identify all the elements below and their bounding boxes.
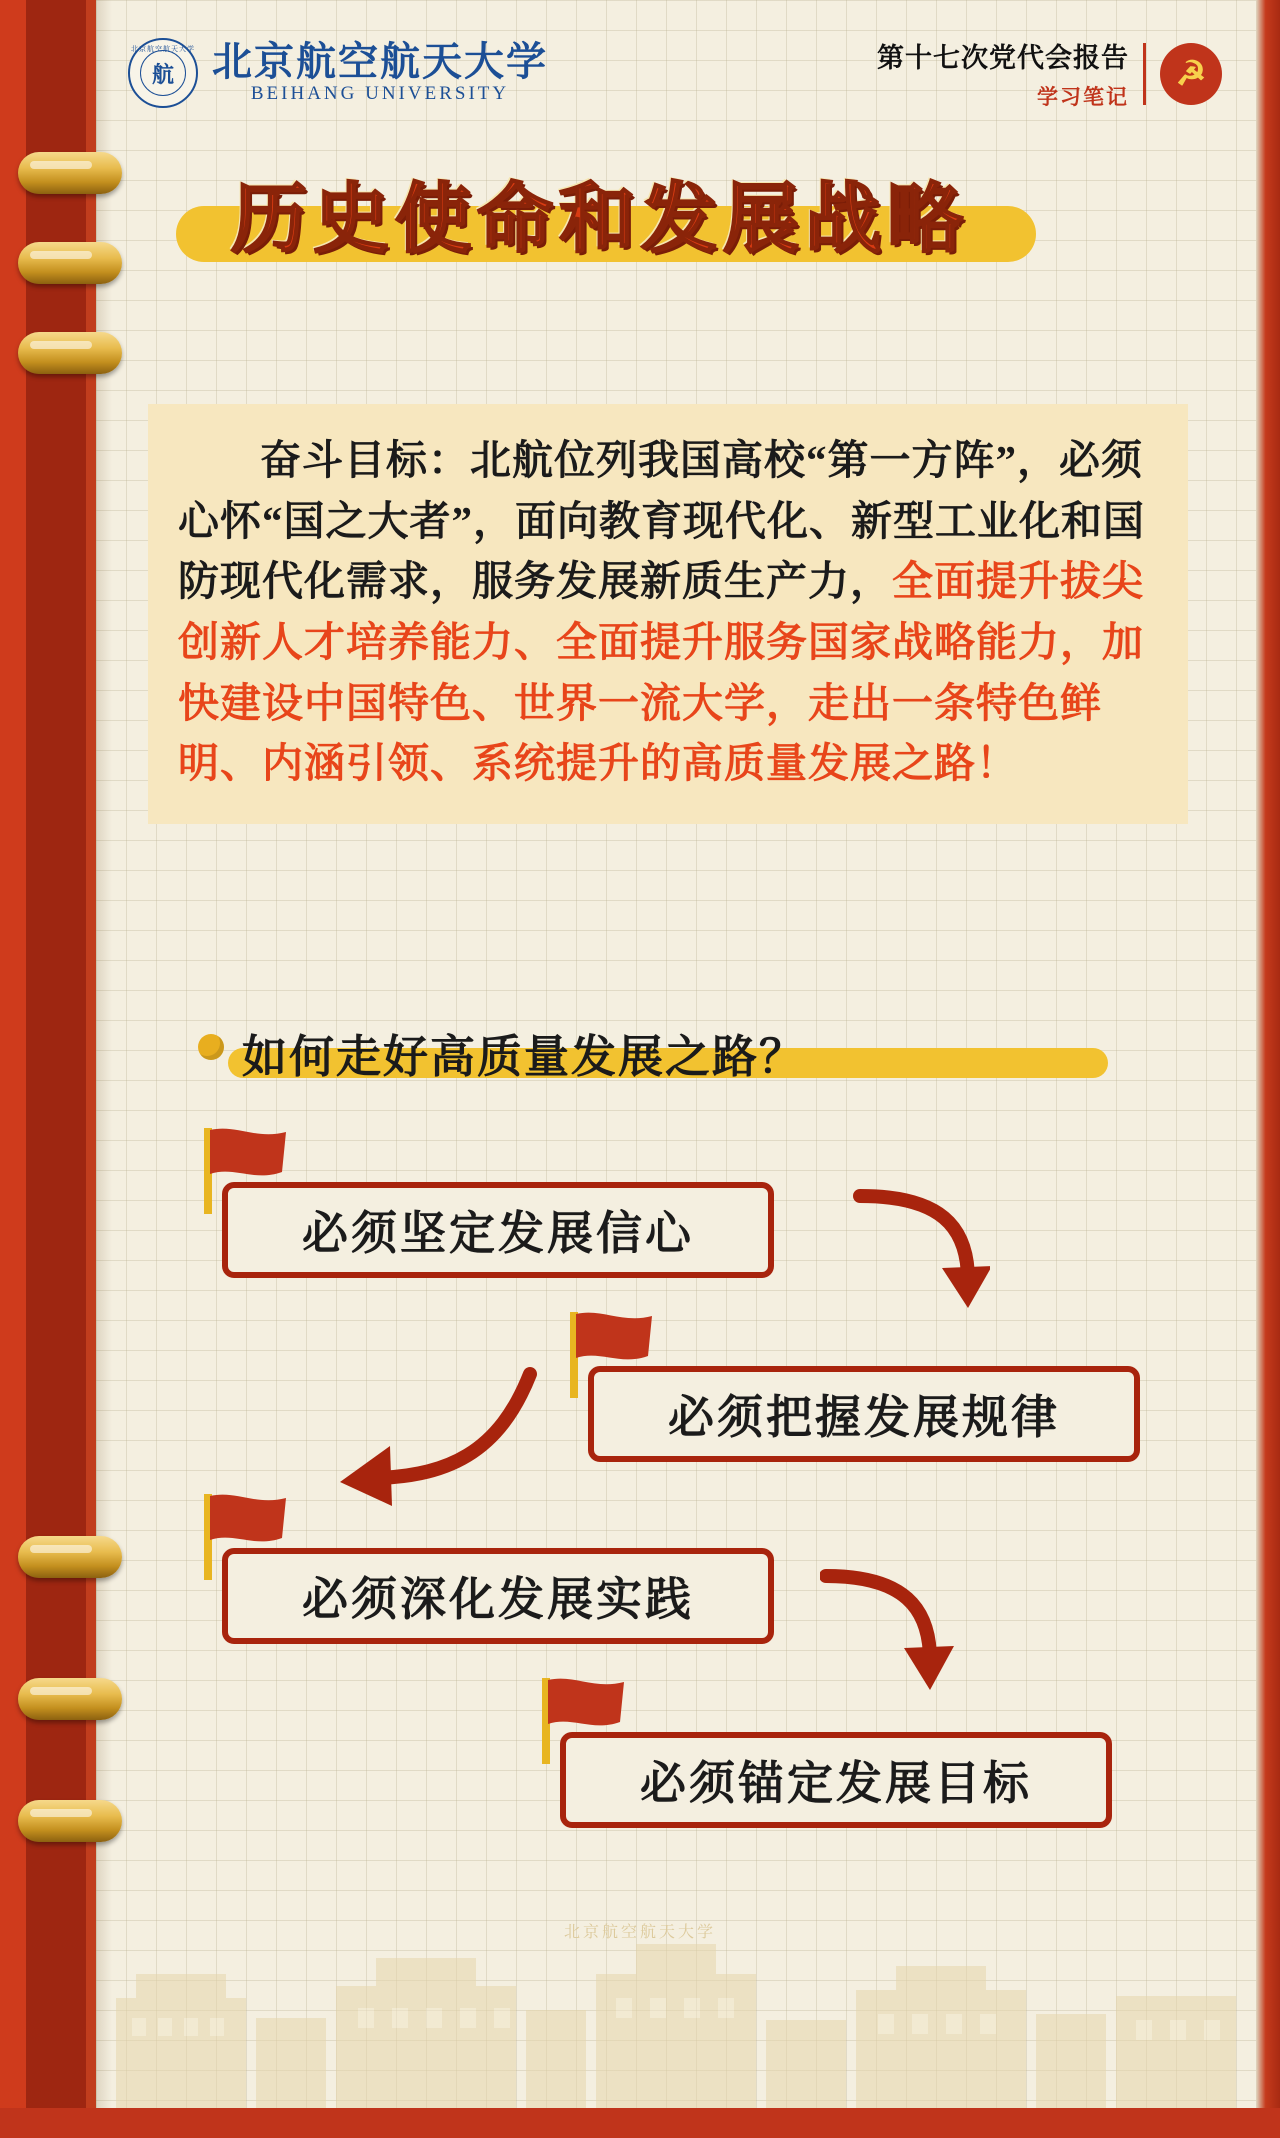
campus-watermark-text: 北京航空航天大学 <box>563 1924 717 1941</box>
step-box-1 <box>222 1182 774 1278</box>
party-emblem-icon <box>1160 43 1222 105</box>
binder-ring <box>18 1800 122 1842</box>
header-divider <box>1143 43 1146 105</box>
university-name-cn: 北京航空航天大学 <box>212 39 548 84</box>
goal-statement-text <box>178 430 1158 794</box>
step-box-4 <box>560 1732 1112 1828</box>
report-title: 第十七次党代会报告 <box>877 43 1129 73</box>
header-right-block <box>877 36 1222 111</box>
step-label: 必须坚定发展信心 <box>302 1208 694 1259</box>
university-seal-icon <box>128 38 198 108</box>
hammer-sickle-glyph: ☭ <box>1175 54 1207 93</box>
page-title: 历史使命和发展战略 <box>231 178 969 262</box>
right-edge-rail <box>1256 0 1280 2138</box>
binder-ring <box>18 1536 122 1578</box>
question-text: 如何走好高质量发展之路？ <box>242 1032 807 1082</box>
goal-highlight-text: 全面提升拔尖创新人才培养能力、全面提升服务国家战略能力，加快建设中国特色、世界一流大学，走出一条特色鲜明、内涵引领、系统提升的高质量发展之路！ <box>178 558 1144 787</box>
university-logo <box>128 38 548 108</box>
poster-header <box>128 34 1240 124</box>
goal-statement-box <box>148 404 1188 824</box>
binder-ring <box>18 242 122 284</box>
goal-lead-text: 奋斗目标：北航位列我国高校“第一方阵”，必须心怀“国之大者”，面向教育现代化、新型工业化和国防现代化需求，服务发展新质生产力， <box>178 437 1145 605</box>
seal-mark: 航 <box>140 50 186 96</box>
binder-ring <box>18 152 122 194</box>
report-subtitle: 学习笔记 <box>1037 86 1129 109</box>
step-label: 必须深化发展实践 <box>302 1574 694 1625</box>
question-heading <box>198 1018 1128 1082</box>
step-box-3 <box>222 1548 774 1644</box>
step-label: 必须把握发展规律 <box>668 1392 1060 1443</box>
report-label-block <box>877 36 1129 111</box>
title-block <box>160 158 1040 268</box>
university-name-block <box>212 41 548 105</box>
bullet-dot-icon <box>198 1034 224 1060</box>
binder-ring <box>18 332 122 374</box>
seal-arc-text: 北京航空航天大学 <box>131 46 195 53</box>
university-name-en: BEIHANG UNIVERSITY <box>250 83 510 104</box>
step-label: 必须锚定发展目标 <box>640 1758 1032 1809</box>
step-box-2 <box>588 1366 1140 1462</box>
binder-ring <box>18 1678 122 1720</box>
bottom-frame-bar <box>0 2108 1280 2138</box>
